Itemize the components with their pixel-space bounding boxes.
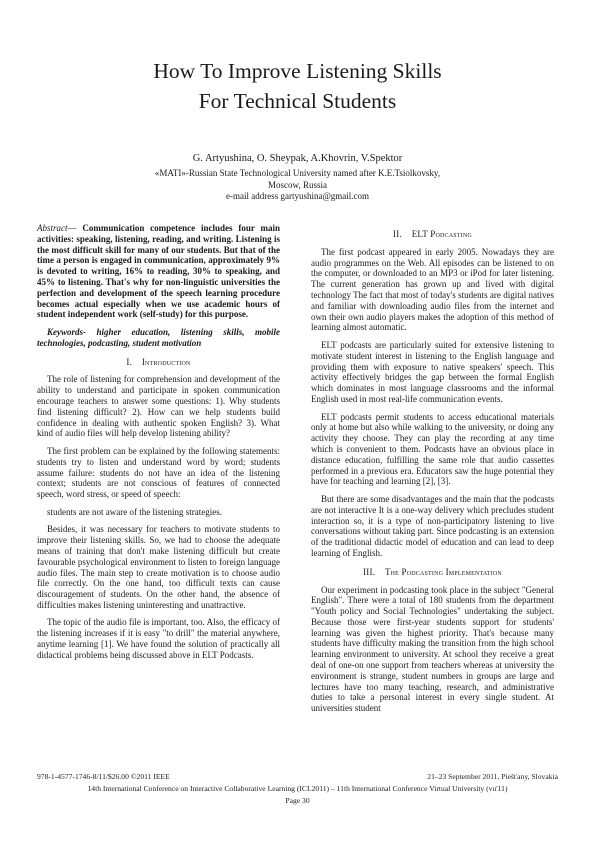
section-title: ELT Podcasting [411, 229, 472, 239]
podcasting-paragraph-4: But there are some disadvantages and the main that the podcasts are not interactive It is a one-way delivery which precludes student interaction so, it is a type of non-participatory listening to live conversations without taking part. Since podcasting is an extension of the traditional didactic model of education and can lead to deep learning of English. [311, 493, 554, 558]
affiliation-block [40, 168, 555, 203]
affiliation-email: e-mail address gartyushina@gmail.com [226, 191, 369, 201]
title-line-2: For Technical Students [198, 89, 397, 113]
abstract-dash: — [67, 223, 83, 233]
section-number: II. [393, 229, 402, 239]
affiliation-city: Moscow, Russia [268, 179, 327, 190]
podcasting-paragraph-1: The first podcast appeared in early 2005. Nowadays they are audio programmes on the Web. All episodes can be listened to on the computer, or downloaded to an MP3 or iPod for later listening. The current generation has grown up and lived with digital technology The fact that most of today's students are digital natives and familiar with downloading audio files from the internet and own their own audio players makes the adoption of this method of learning almost automatic. [311, 246, 554, 333]
keywords-paragraph: Keywords- higher education, listening skills, mobile technologies, podcasting, student motivation [37, 326, 280, 348]
left-column [37, 223, 280, 667]
abstract-label: Abstract [37, 223, 68, 233]
intro-paragraph-4: Besides, it was necessary for teachers to motivate students to improve their listening skills. So, we had to choose the adequate means of training that don't make listening difficult but create favourable psychological environment to listen to foreign language audio files. The main step to create motivation is to choose audio file correctly. On the one hand, too difficult texts can cause discouragement of students. On the other hand, the absence of difficulties makes listening uninteresting and unattractive. [37, 524, 280, 610]
footer-meta-line [37, 772, 558, 782]
section-number: I. [126, 356, 133, 367]
abstract-paragraph [37, 223, 280, 320]
title-line-1: How To Improve Listening Skills [153, 59, 442, 83]
right-column [311, 223, 554, 721]
section-heading-introduction [37, 357, 280, 368]
podcasting-paragraph-2: ELT podcasts are particularly suited for extensive listening to motivate student interest in listening to the English language and providing them with exposure to native speakers' speech. This activity effectively bridges the gap between the formal English which dominates in most language classrooms and the informal English used in most real-life communication events. [311, 339, 554, 404]
section-title: The Podcasting Implementation [384, 566, 502, 577]
section-number: III. [363, 566, 376, 577]
section-heading-implementation [311, 567, 554, 578]
intro-paragraph-5: The topic of the audio file is important, too. Also, the efficacy of the listening increases if it is easy "to drill" the material anywhere, anytime learning [1]. We have found the solution of practically all didactical problems being discussed above in ELT Podcasts. [37, 617, 280, 660]
implementation-paragraph-1: Our experiment in podcasting took place in the subject "General English". There were a total of 180 students from the department "Youth policy and Social Technologies" undertaking the subject. Because those were first-year students support for students' learning was given the highest priority. That's because many students have difficulty making the transition from the high school learning environment to university. At school they receive a great deal of one-on one support from teachers whereas at university the environment is strange, student numbers in groups are large and lectures have too many teaching, research, and administrative duties to take a personal interest in every single student. At universities student [311, 584, 554, 714]
intro-paragraph-3: students are not aware of the listening strategies. [47, 506, 222, 517]
intro-paragraph-2: The first problem can be explained by the following statements: students try to listen and understand word by word; students assume failure: students do not have an idea of the listening context; students are not conscious of features of connected speech, word stress, or speed of speech: [37, 445, 280, 500]
section-title: Introduction [141, 356, 191, 367]
footer-page-number: Page 30 [285, 796, 310, 805]
authors-line: G. Artyushina, O. Sheypak, A.Khovrin, V.Spektor [192, 153, 403, 164]
paper-title [40, 56, 555, 116]
intro-paragraph-1: The role of listening for comprehension and development of the ability to understand and participate in spoken communication encourage teachers to answer some questions: 1). Why students find listening difficult? 2). How can we help students build confidence in dealing with authentic spoken English? 3). What kind of audio files will help develop listening ability? [37, 374, 280, 439]
abstract-text: Communication competence includes four main activities: speaking, listening, reading, and writing. Listening is the most difficult skill for many of our students. But that of the time a person is engaged in communication, approximately 9% is devoted to writing, 16% to reading, 30% to speaking, and 45% to listening. That's why for non-linguistic universities the perfection and development of the speech learning procedure becomes actual especially when we use academic hours of student independent work (self-study) for this purpose. [37, 223, 281, 320]
footer-conference: 14th International Conference on Interactive Collaborative Learning (ICL2011) – 11th International Conference Virtual University (vu'11) [87, 784, 508, 793]
footer-isbn: 978-1-4577-1746-8/11/$26.00 ©2011 IEEE [37, 772, 170, 781]
podcasting-paragraph-3: ELT podcasts permit students to access educational materials only at home but also while walking to the university, or doing any activity they choose. They can play the recording at any time which is convenient to them. Podcasts have an obvious place in distance education, fulfilling the same role that audio cassettes performed in a previous era. Educators saw the huge potential they have for teaching and learning [2], [3]. [311, 411, 554, 487]
footer-dates: 21–23 September 2011, Piešťany, Slovakia [427, 772, 558, 781]
section-heading-elt-podcasting [311, 229, 554, 240]
affiliation-university: «MATI»-Russian State Technological University named after K.E.Tsiolkovsky, [154, 168, 441, 178]
